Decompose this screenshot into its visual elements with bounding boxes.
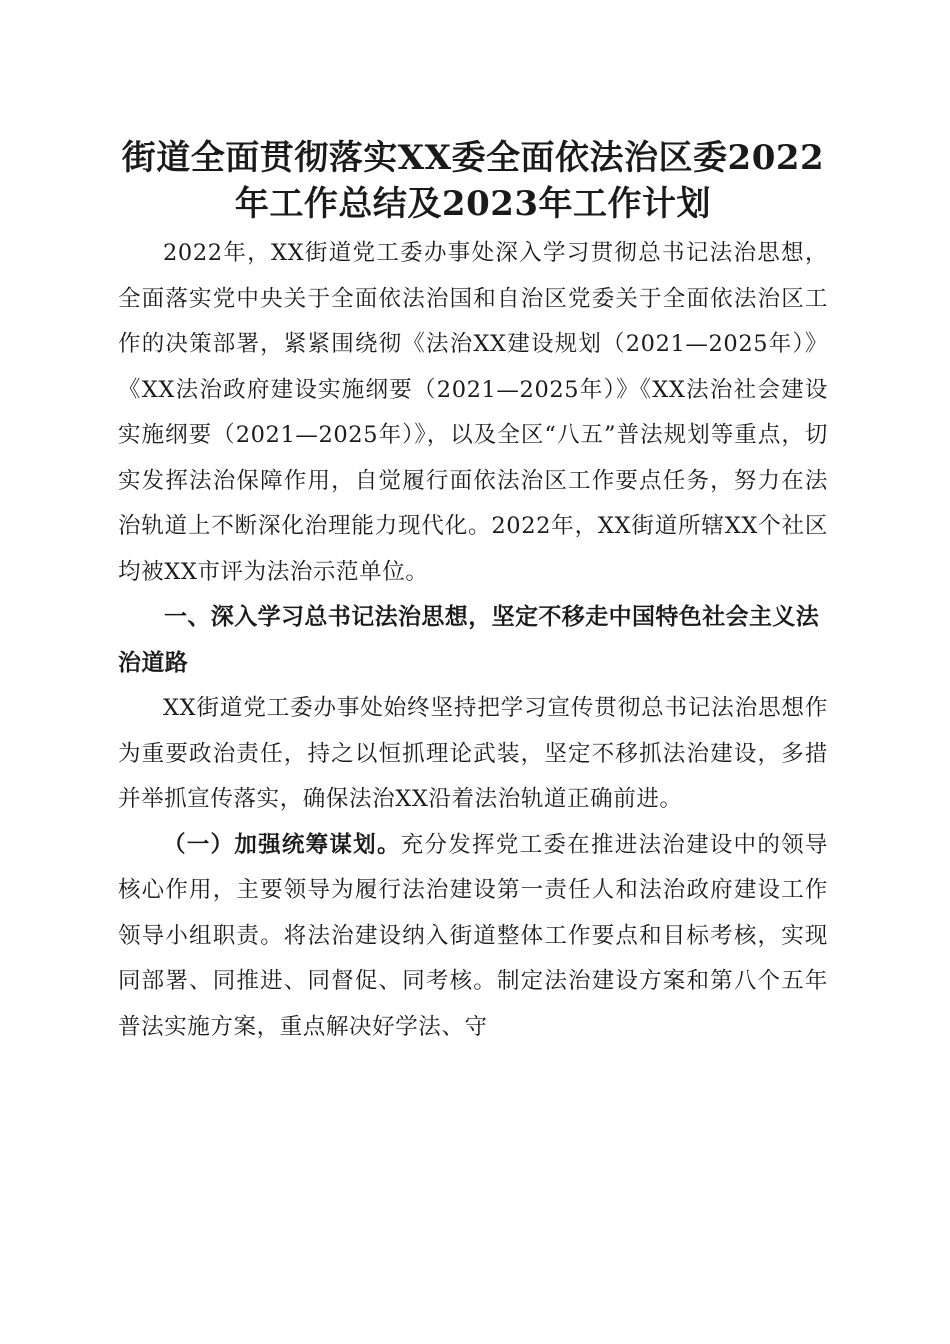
subsection-1-label: （一）加强统筹谋划。: [163, 831, 401, 858]
document-title: 街道全面贯彻落实XX委全面依法治区委2022年工作总结及2023年工作计划: [121, 138, 825, 224]
section-1-paragraph: XX街道党工委办事处始终坚持把学习宣传贯彻总书记法治思想作为重要政治责任，持之以恒抓理论武装，坚定不移抓法治建设，多措并举抓宣传落实，确保法治XX沿着法治轨道正确前进。: [118, 695, 828, 812]
section-1-heading: 一、深入学习总书记法治思想，坚定不移走中国特色社会主义法治道路: [118, 604, 820, 676]
intro-paragraph: 2022年，XX街道党工委办事处深入学习贯彻总书记法治思想，全面落实党中央关于全面依法治国和自治区党委关于全面依法治区工作的决策部署，紧紧围绕彻《法治XX建设规划（2021—2025年）》《XX法治政府建设实施纲要（2021—2025年）》《XX法治社会建设实施纲要（2021—2025年）》，以及全区“八五”普法规划等重点，切实发挥法治保障作用，自觉履行面依法治区工作要点任务，努力在法治轨道上不断深化治理能力现代化。2022年，XX街道所辖XX个社区均被XX市评为法治示范单位。: [118, 240, 828, 585]
subsection-1-body: 充分发挥党工委在推进法治建设中的领导核心作用，主要领导为履行法治建设第一责任人和法治政府建设工作领导小组职责。将法治建设纳入街道整体工作要点和目标考核，实现同部署、同推进、同督促、同考核。制定法治建设方案和第八个五年普法实施方案，重点解决好学法、守: [118, 831, 828, 1040]
subsection-1-paragraph: [118, 823, 828, 1051]
document-page: [118, 135, 828, 1050]
